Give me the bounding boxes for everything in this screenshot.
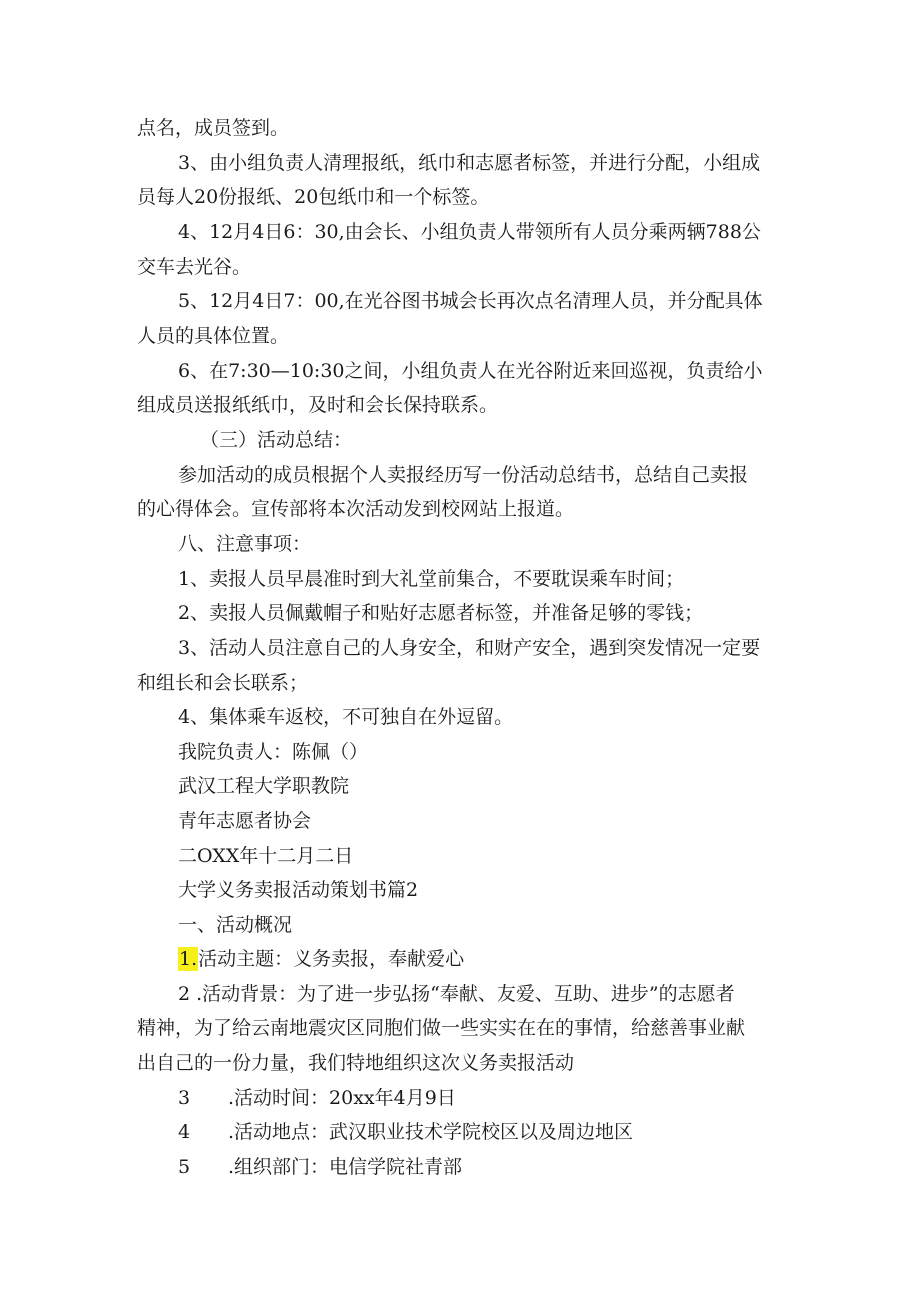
- text-line: 交车去光谷。: [137, 256, 252, 278]
- list-text: .组织部门：电信学院社青部: [228, 1156, 463, 1178]
- section-heading: 一、活动概况: [178, 914, 293, 936]
- signature-org: 武汉工程大学职教院: [178, 775, 350, 797]
- text-line: 6、在7:30—10:30之间，小组负责人在光谷附近来回巡视，负责给小: [178, 360, 763, 382]
- signature-assoc: 青年志愿者协会: [178, 810, 312, 832]
- text-line: 和组长和会长联系；: [137, 672, 309, 694]
- text-line: 4、集体乘车返校，不可独自在外逗留。: [178, 706, 514, 728]
- text-line: 4、12月4日6：30,由会长、小组负责人带领所有人员分乘两辆788公: [178, 221, 761, 243]
- text-line: 1、卖报人员早晨准时到大礼堂前集合，不要耽误乘车时间；: [178, 568, 685, 590]
- text-line: 人员的具体位置。: [137, 325, 290, 347]
- text-line: 组成员送报纸纸巾，及时和会长保持联系。: [137, 394, 499, 416]
- text-line: 5、12月4日7：00,在光谷图书城会长再次点名清理人员，并分配具体: [178, 290, 763, 312]
- section-heading: 八、注意事项：: [178, 533, 312, 555]
- text-line: 3、由小组负责人清理报纸，纸巾和志愿者标签，并进行分配，小组成: [178, 152, 761, 174]
- highlighted-number: 1.: [179, 948, 198, 970]
- text-line: [178, 946, 464, 972]
- text-line: 点名，成员签到。: [137, 117, 290, 139]
- text-line: 3、活动人员注意自己的人身安全，和财产安全，遇到突发情况一定要: [178, 637, 761, 659]
- text-line: 出自己的一份力量，我们特地组织这次义务卖报活动: [137, 1052, 575, 1074]
- list-item: [0, 1154, 920, 1180]
- document-title: 大学义务卖报活动策划书篇2: [178, 879, 419, 901]
- list-number: 4: [178, 1121, 191, 1143]
- text-line: 参加活动的成员根据个人卖报经历写一份活动总结书，总结自己卖报: [178, 464, 749, 486]
- signature-contact: 我院负责人：陈佩（）: [178, 741, 369, 763]
- text-line: 2 .活动背景：为了进一步弘扬“奉献、友爱、互助、进步”的志愿者: [178, 983, 735, 1005]
- list-number: 3: [178, 1087, 191, 1109]
- text-line: 的心得体会。宣传部将本次活动发到校网站上报道。: [137, 498, 575, 520]
- list-item: [0, 1119, 920, 1145]
- list-text: .活动地点：武汉职业技术学院校区以及周边地区: [228, 1121, 634, 1143]
- signature-date: 二OXX年十二月二日: [178, 845, 354, 867]
- text-line: 2、卖报人员佩戴帽子和贴好志愿者标签，并准备足够的零钱；: [178, 602, 704, 624]
- list-number: 5: [178, 1156, 191, 1178]
- section-heading: （三）活动总结：: [200, 429, 353, 451]
- list-item: [0, 1085, 920, 1111]
- list-text: .活动时间：20xx年4月9日: [228, 1087, 456, 1109]
- text-line: 员每人20份报纸、20包纸巾和一个标签。: [137, 186, 490, 208]
- activity-theme: 活动主题：义务卖报，奉献爱心: [198, 948, 465, 970]
- text-line: 精神，为了给云南地震灾区同胞们做一些实实在在的事情，给慈善事业献: [137, 1017, 746, 1039]
